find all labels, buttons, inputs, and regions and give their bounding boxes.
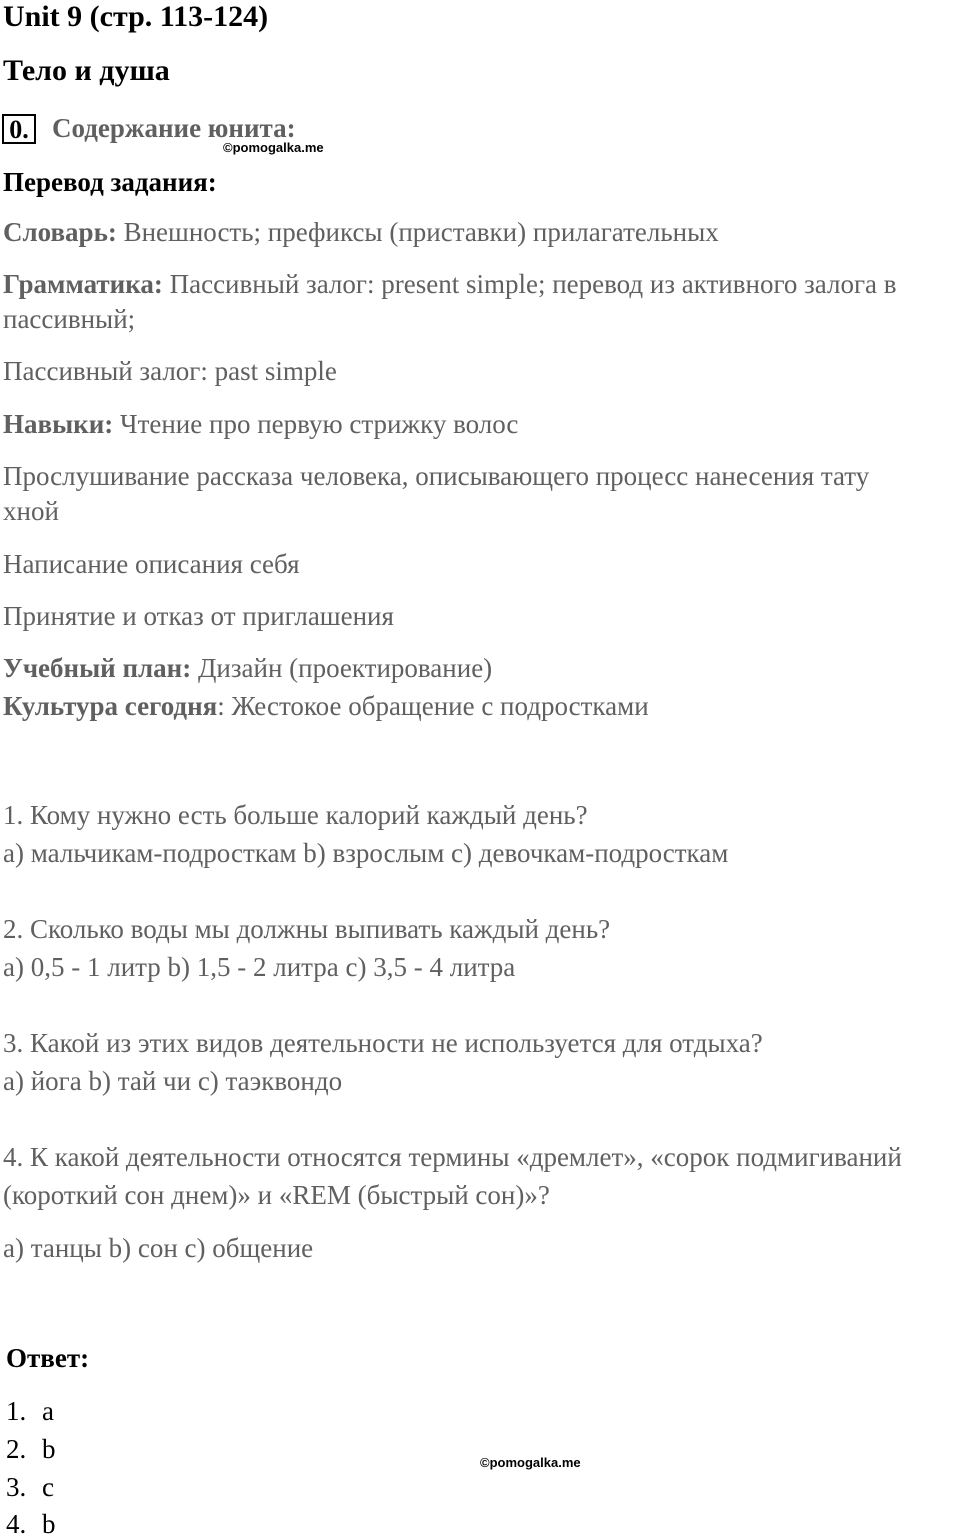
answer-item [6, 1396, 54, 1427]
section-title: Содержание юнита: [52, 113, 296, 143]
grammar-line-3: Пассивный залог: past simple [3, 356, 337, 386]
watermark-top: ©pomogalka.me [223, 140, 324, 155]
skills-text: Чтение про первую стрижку волос [113, 409, 519, 439]
answer-number: 2. [6, 1434, 27, 1464]
vocab-text: Внешность; префиксы (приставки) прилагательных [116, 217, 719, 247]
answer-item [6, 1434, 56, 1465]
unit-title: Unit 9 (стр. 113-124) [3, 0, 269, 33]
answer-value: b [42, 1434, 56, 1464]
question-3: 3. Какой из этих видов деятельности не используется для отдыха? [3, 1028, 763, 1058]
answer-value: b [42, 1509, 56, 1539]
curriculum-label: Учебный план: [3, 653, 192, 683]
question-4-options: a) танцы b) сон c) общение [3, 1233, 314, 1263]
curriculum-line [3, 653, 492, 684]
question-2-options: a) 0,5 - 1 литр b) 1,5 - 2 литра c) 3,5 - 4 литра [3, 952, 516, 982]
skills-line [3, 409, 518, 440]
answer-number: 4. [6, 1509, 27, 1539]
question-1: 1. Кому нужно есть больше калорий каждый день? [3, 800, 588, 830]
grammar-label: Грамматика: [3, 269, 163, 299]
grammar-line-1 [3, 269, 897, 300]
section-number-box: 0. [2, 114, 36, 144]
unit-subtitle: Тело и душа [3, 54, 170, 87]
answer-item [6, 1509, 56, 1540]
question-4: 4. К какой деятельности относятся термины «дремлет», «сорок подмигиваний [3, 1142, 902, 1172]
answer-number: 1. [6, 1396, 27, 1426]
question-3-options: a) йога b) тай чи c) таэквондо [3, 1066, 343, 1096]
vocab-label: Словарь: [3, 217, 117, 247]
grammar-text-1: Пассивный залог: present simple; перевод из активного залога в [162, 269, 897, 299]
translation-heading: Перевод задания: [3, 167, 217, 197]
answer-value: c [42, 1472, 54, 1502]
question-1-options: a) мальчикам-подросткам b) взрослым c) девочкам-подросткам [3, 838, 729, 868]
skills-listen-line-1: Прослушивание рассказа человека, описывающего процесс нанесения тату [3, 461, 870, 491]
answer-heading: Ответ: [6, 1343, 90, 1373]
answer-item [6, 1472, 54, 1503]
answer-number: 3. [6, 1472, 27, 1502]
question-4-line-2: (короткий сон днем)» и «REM (быстрый сон)»? [3, 1180, 550, 1210]
watermark-bottom: ©pomogalka.me [480, 1455, 581, 1470]
culture-line [3, 691, 649, 722]
culture-label: Культура сегодня [3, 691, 218, 721]
vocab-line [3, 217, 719, 248]
question-2: 2. Сколько воды мы должны выпивать каждый день? [3, 914, 611, 944]
grammar-line-2: пассивный; [3, 304, 136, 334]
skills-speaking-line: Принятие и отказ от приглашения [3, 601, 394, 631]
skills-writing-line: Написание описания себя [3, 549, 300, 579]
culture-text: : Жестокое обращение с подростками [217, 691, 649, 721]
curriculum-text: Дизайн (проектирование) [191, 653, 493, 683]
skills-label: Навыки: [3, 409, 114, 439]
answer-value: a [42, 1396, 54, 1426]
skills-listen-line-2: хной [3, 496, 59, 526]
